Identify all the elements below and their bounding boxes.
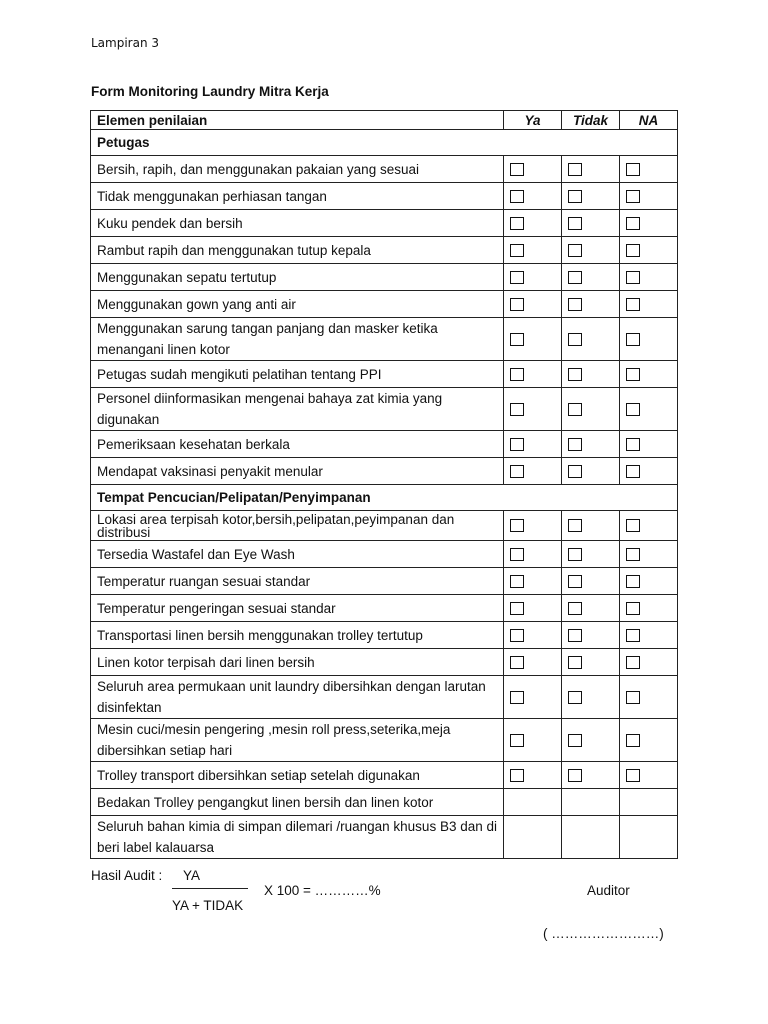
table-row: [91, 649, 678, 676]
checkbox-na[interactable]: [626, 244, 640, 257]
checkbox-ya[interactable]: [510, 163, 524, 176]
checkbox-tidak[interactable]: [568, 190, 582, 203]
checkbox-tidak[interactable]: [568, 217, 582, 230]
cell-ya: [504, 318, 562, 361]
table-row: [91, 291, 678, 318]
checkbox-na[interactable]: [626, 368, 640, 381]
checkbox-ya[interactable]: [510, 769, 524, 782]
cell-tidak: [562, 210, 620, 237]
column-header-tidak: Tidak: [562, 111, 620, 130]
cell-ya: [504, 511, 562, 541]
checkbox-tidak[interactable]: [568, 519, 582, 532]
criterion-text: Lokasi area terpisah kotor,bersih,pelipatan,peyimpanan dan distribusi: [91, 511, 504, 541]
checkbox-tidak[interactable]: [568, 602, 582, 615]
table-row: [91, 511, 678, 541]
checkbox-ya[interactable]: [510, 548, 524, 561]
cell-na: [620, 431, 678, 458]
cell-tidak: [562, 511, 620, 541]
cell-tidak: [562, 291, 620, 318]
checkbox-ya[interactable]: [510, 190, 524, 203]
criterion-text: Bersih, rapih, dan menggunakan pakaian yang sesuai: [91, 156, 504, 183]
cell-tidak: [562, 156, 620, 183]
table-row: [91, 762, 678, 789]
checkbox-ya[interactable]: [510, 403, 524, 416]
checkbox-na[interactable]: [626, 298, 640, 311]
checkbox-na[interactable]: [626, 629, 640, 642]
table-row: [91, 541, 678, 568]
criterion-text: Seluruh bahan kimia di simpan dilemari /ruangan khusus B3 dan di beri label kalauarsa: [91, 816, 504, 859]
checkbox-ya[interactable]: [510, 656, 524, 669]
form-title: Form Monitoring Laundry Mitra Kerja: [91, 84, 329, 99]
auditor-signature-line: ( ……………………): [543, 926, 664, 941]
table-header-row: [91, 111, 678, 130]
table-row: [91, 595, 678, 622]
criterion-text: Temperatur pengeringan sesuai standar: [91, 595, 504, 622]
cell-na: [620, 816, 678, 859]
table-row: [91, 210, 678, 237]
cell-na: [620, 762, 678, 789]
checkbox-tidak[interactable]: [568, 656, 582, 669]
attachment-label: Lampiran 3: [91, 36, 160, 50]
checkbox-tidak[interactable]: [568, 734, 582, 747]
criterion-text: Rambut rapih dan menggunakan tutup kepala: [91, 237, 504, 264]
cell-na: [620, 458, 678, 485]
cell-ya: [504, 719, 562, 762]
criterion-text: Pemeriksaan kesehatan berkala: [91, 431, 504, 458]
checkbox-ya[interactable]: [510, 465, 524, 478]
cell-tidak: [562, 649, 620, 676]
cell-ya: [504, 649, 562, 676]
cell-tidak: [562, 264, 620, 291]
cell-ya: [504, 291, 562, 318]
checkbox-tidak[interactable]: [568, 244, 582, 257]
checkbox-na[interactable]: [626, 271, 640, 284]
checkbox-na[interactable]: [626, 190, 640, 203]
cell-tidak: [562, 183, 620, 210]
checkbox-na[interactable]: [626, 217, 640, 230]
cell-tidak: [562, 762, 620, 789]
checkbox-ya[interactable]: [510, 519, 524, 532]
ratio-multiplier: X 100 = …………%: [264, 883, 381, 898]
checkbox-na[interactable]: [626, 548, 640, 561]
table-row: [91, 318, 678, 361]
cell-tidak: [562, 431, 620, 458]
checkbox-na[interactable]: [626, 465, 640, 478]
cell-tidak: [562, 816, 620, 859]
table-row: [91, 568, 678, 595]
checkbox-tidak[interactable]: [568, 271, 582, 284]
cell-tidak: [562, 237, 620, 264]
criterion-text: Temperatur ruangan sesuai standar: [91, 568, 504, 595]
checkbox-tidak[interactable]: [568, 575, 582, 588]
checkbox-na[interactable]: [626, 163, 640, 176]
criterion-text: Tersedia Wastafel dan Eye Wash: [91, 541, 504, 568]
cell-na: [620, 511, 678, 541]
table-row: [91, 676, 678, 719]
section-row: [91, 130, 678, 156]
cell-ya: [504, 789, 562, 816]
cell-na: [620, 264, 678, 291]
checkbox-ya[interactable]: [510, 575, 524, 588]
cell-na: [620, 210, 678, 237]
checkbox-na[interactable]: [626, 656, 640, 669]
checkbox-na[interactable]: [626, 769, 640, 782]
cell-ya: [504, 431, 562, 458]
table-row: [91, 361, 678, 388]
cell-ya: [504, 458, 562, 485]
cell-na: [620, 719, 678, 762]
checkbox-na[interactable]: [626, 602, 640, 615]
audit-result-label: Hasil Audit :: [91, 868, 163, 883]
criterion-text: Seluruh area permukaan unit laundry dibersihkan dengan larutan disinfektan: [91, 676, 504, 719]
section-title: Petugas: [91, 130, 678, 156]
checkbox-tidak[interactable]: [568, 298, 582, 311]
cell-tidak: [562, 622, 620, 649]
cell-ya: [504, 210, 562, 237]
column-header-na: NA: [620, 111, 678, 130]
fraction-line: [172, 888, 248, 889]
cell-tidak: [562, 388, 620, 431]
criterion-text: Linen kotor terpisah dari linen bersih: [91, 649, 504, 676]
assessment-table-body: [91, 111, 678, 859]
table-row: [91, 816, 678, 859]
cell-ya: [504, 816, 562, 859]
checkbox-ya[interactable]: [510, 602, 524, 615]
cell-na: [620, 541, 678, 568]
criterion-text: Menggunakan gown yang anti air: [91, 291, 504, 318]
cell-na: [620, 237, 678, 264]
checkbox-ya[interactable]: [510, 244, 524, 257]
cell-ya: [504, 762, 562, 789]
cell-tidak: [562, 361, 620, 388]
checkbox-na[interactable]: [626, 691, 640, 704]
cell-ya: [504, 622, 562, 649]
table-row: [91, 719, 678, 762]
criterion-text: Tidak menggunakan perhiasan tangan: [91, 183, 504, 210]
checkbox-tidak[interactable]: [568, 403, 582, 416]
cell-tidak: [562, 318, 620, 361]
criterion-text: Personel diinformasikan mengenai bahaya zat kimia yang digunakan: [91, 388, 504, 431]
table-row: [91, 431, 678, 458]
checkbox-tidak[interactable]: [568, 368, 582, 381]
cell-tidak: [562, 789, 620, 816]
checkbox-tidak[interactable]: [568, 548, 582, 561]
checkbox-na[interactable]: [626, 333, 640, 346]
auditor-label: Auditor: [587, 883, 630, 898]
table-row: [91, 458, 678, 485]
criterion-text: Mendapat vaksinasi penyakit menular: [91, 458, 504, 485]
cell-ya: [504, 183, 562, 210]
cell-tidak: [562, 719, 620, 762]
checkbox-ya[interactable]: [510, 368, 524, 381]
criterion-text: Kuku pendek dan bersih: [91, 210, 504, 237]
criterion-text: Trolley transport dibersihkan setiap setelah digunakan: [91, 762, 504, 789]
checkbox-ya[interactable]: [510, 734, 524, 747]
checkbox-ya[interactable]: [510, 333, 524, 346]
checkbox-na[interactable]: [626, 438, 640, 451]
table-row: [91, 622, 678, 649]
criterion-text: Menggunakan sepatu tertutup: [91, 264, 504, 291]
column-header-element: Elemen penilaian: [91, 111, 504, 130]
checkbox-ya[interactable]: [510, 438, 524, 451]
cell-na: [620, 649, 678, 676]
criterion-text: Petugas sudah mengikuti pelatihan tentang PPI: [91, 361, 504, 388]
table-row: [91, 388, 678, 431]
checkbox-na[interactable]: [626, 575, 640, 588]
ratio-denominator: YA + TIDAK: [172, 898, 244, 913]
cell-ya: [504, 676, 562, 719]
checkbox-ya[interactable]: [510, 298, 524, 311]
cell-tidak: [562, 676, 620, 719]
cell-tidak: [562, 595, 620, 622]
cell-na: [620, 595, 678, 622]
cell-tidak: [562, 458, 620, 485]
cell-tidak: [562, 568, 620, 595]
criterion-text: Bedakan Trolley pengangkut linen bersih dan linen kotor: [91, 789, 504, 816]
cell-ya: [504, 264, 562, 291]
table-row: [91, 156, 678, 183]
cell-ya: [504, 237, 562, 264]
checkbox-tidak[interactable]: [568, 163, 582, 176]
checkbox-tidak[interactable]: [568, 691, 582, 704]
checkbox-na[interactable]: [626, 734, 640, 747]
checkbox-ya[interactable]: [510, 271, 524, 284]
section-row: [91, 485, 678, 511]
cell-na: [620, 622, 678, 649]
cell-na: [620, 676, 678, 719]
table-row: [91, 789, 678, 816]
checkbox-ya[interactable]: [510, 629, 524, 642]
checkbox-tidak[interactable]: [568, 465, 582, 478]
checkbox-na[interactable]: [626, 519, 640, 532]
checkbox-tidak[interactable]: [568, 438, 582, 451]
cell-na: [620, 789, 678, 816]
cell-tidak: [562, 541, 620, 568]
table-row: [91, 264, 678, 291]
section-title: Tempat Pencucian/Pelipatan/Penyimpanan: [91, 485, 678, 511]
cell-ya: [504, 595, 562, 622]
cell-ya: [504, 568, 562, 595]
cell-na: [620, 388, 678, 431]
table-row: [91, 183, 678, 210]
cell-na: [620, 318, 678, 361]
cell-ya: [504, 156, 562, 183]
cell-na: [620, 156, 678, 183]
criterion-text: Menggunakan sarung tangan panjang dan masker ketika menangani linen kotor: [91, 318, 504, 361]
checkbox-tidak[interactable]: [568, 769, 582, 782]
cell-ya: [504, 541, 562, 568]
criterion-text: Mesin cuci/mesin pengering ,mesin roll press,seterika,meja dibersihkan setiap hari: [91, 719, 504, 762]
assessment-table: [90, 110, 678, 859]
checkbox-tidak[interactable]: [568, 333, 582, 346]
checkbox-na[interactable]: [626, 403, 640, 416]
cell-na: [620, 291, 678, 318]
cell-na: [620, 183, 678, 210]
ratio-numerator: YA: [183, 868, 201, 883]
column-header-ya: Ya: [504, 111, 562, 130]
criterion-text: Transportasi linen bersih menggunakan trolley tertutup: [91, 622, 504, 649]
checkbox-ya[interactable]: [510, 691, 524, 704]
checkbox-ya[interactable]: [510, 217, 524, 230]
table-row: [91, 237, 678, 264]
cell-ya: [504, 388, 562, 431]
cell-na: [620, 361, 678, 388]
cell-na: [620, 568, 678, 595]
checkbox-tidak[interactable]: [568, 629, 582, 642]
cell-ya: [504, 361, 562, 388]
